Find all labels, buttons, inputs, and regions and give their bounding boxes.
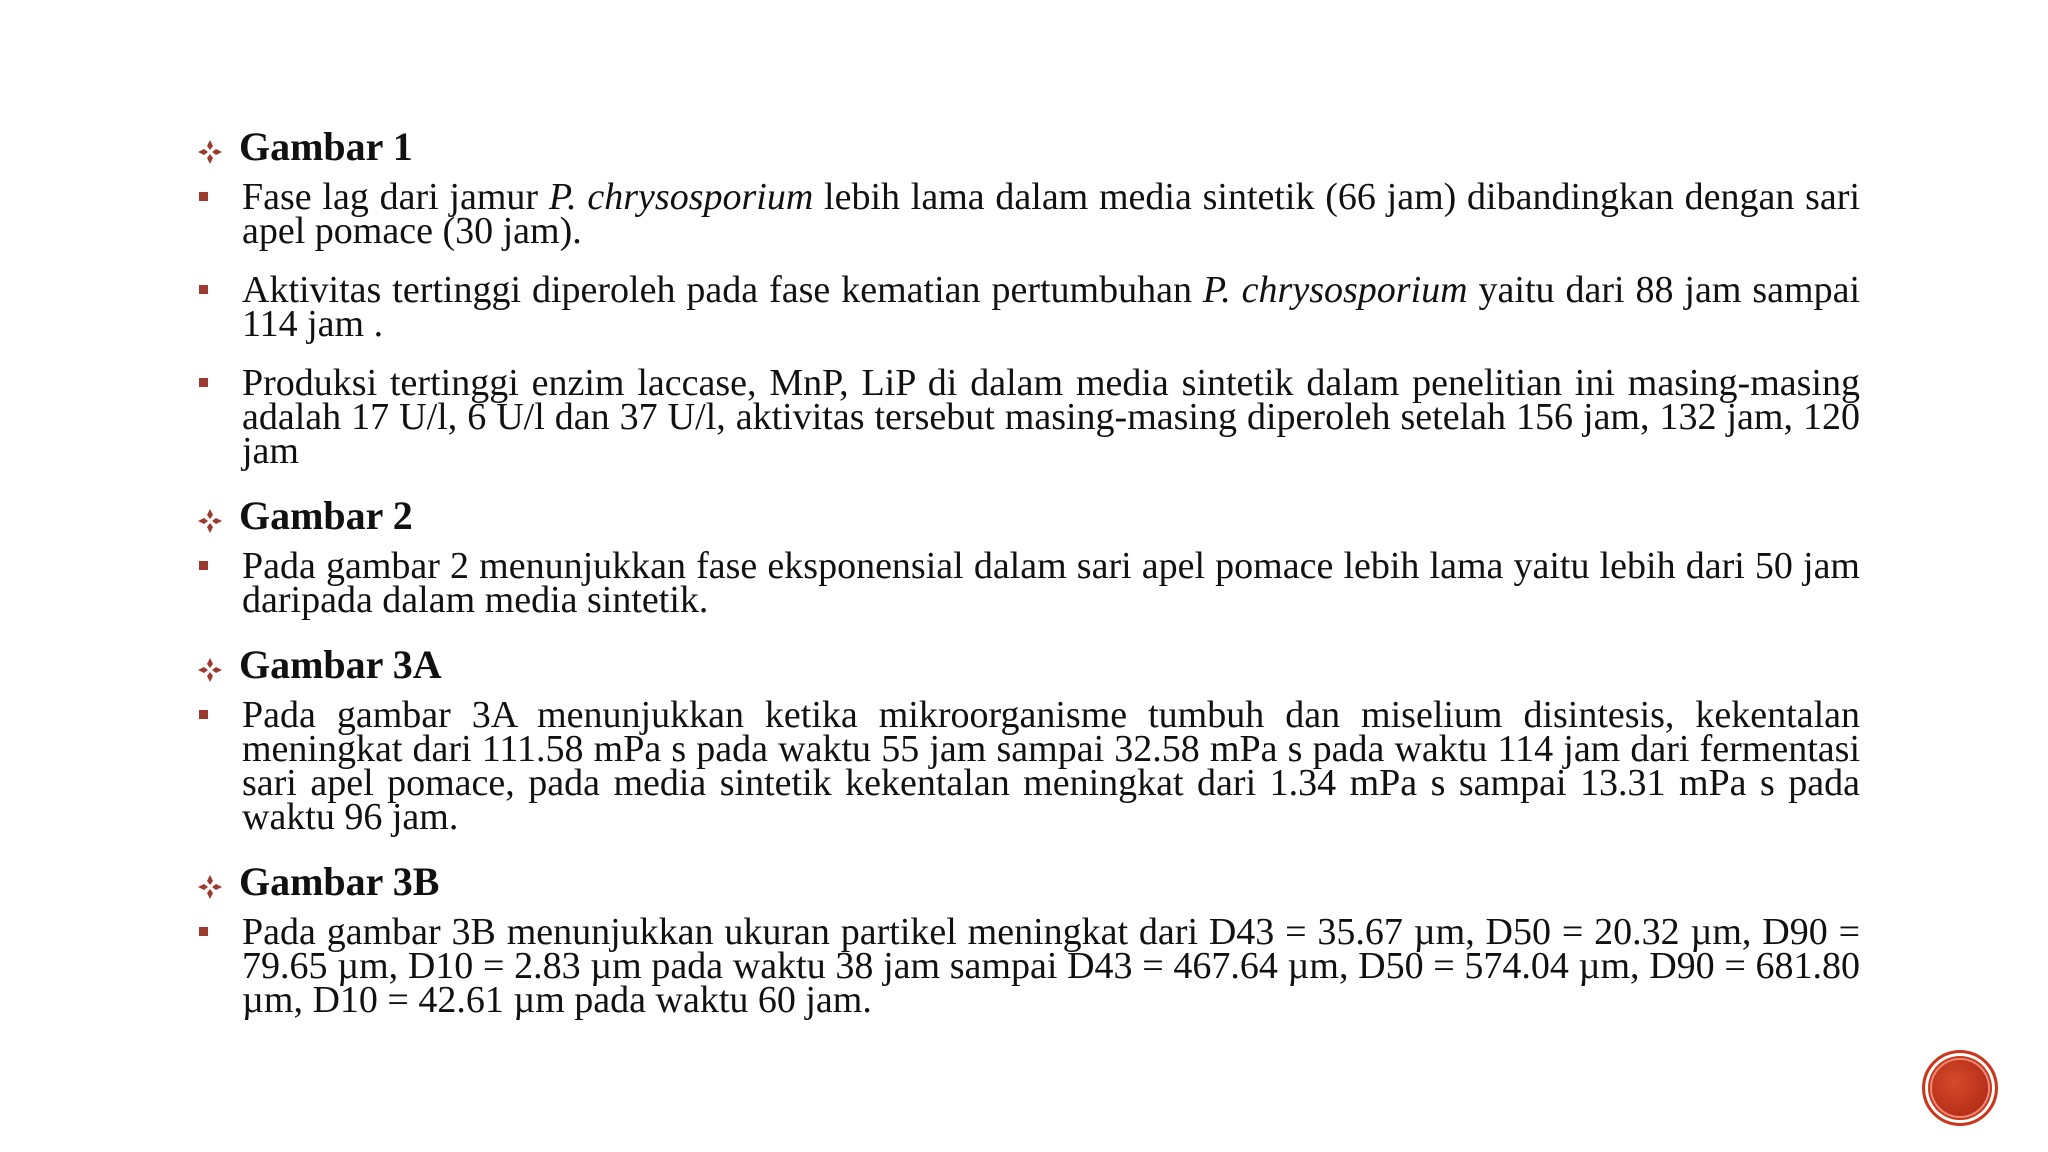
bullet-text: Pada gambar 3A menunjukkan ketika mikroorganisme tumbuh dan miselium disintesis, kekentalan meningkat dari 111.58 mPa s pada waktu 55 jam sampai 32.58 mPa s pada waktu 114 jam dari fermentasi sari apel pomace, pada media sintetik kekentalan meningkat dari 1.34 mPa s sampai 13.31 mPa s pada waktu 96 jam. xyxy=(242,694,1860,838)
bullet-item xyxy=(196,269,1861,345)
bullet-item xyxy=(196,694,1860,838)
diamond-bullet-icon xyxy=(196,656,224,684)
bullet-text: Fase lag dari jamur xyxy=(242,176,549,218)
heading-gambar-3a xyxy=(196,642,1860,688)
bullet-text: Produksi tertinggi enzim laccase, MnP, LiP di dalam media sintetik dalam penelitian ini masing-masing adalah 17 U/l, 6 U/l dan 37 U/l, aktivitas tersebut masing-masing diperoleh setelah 156 jam, 132 jam, 120 jam xyxy=(242,362,1860,472)
diamond-bullet-icon xyxy=(196,507,224,535)
diamond-bullet-icon xyxy=(196,138,224,166)
bullet-item xyxy=(196,911,1860,1021)
square-bullet-icon xyxy=(199,285,208,294)
heading-gambar-1 xyxy=(196,124,1860,170)
bullet-text: Aktivitas tertinggi diperoleh pada fase kematian pertumbuhan xyxy=(242,269,1203,311)
square-bullet-icon xyxy=(199,927,208,936)
heading-text: Gambar 3A xyxy=(239,642,442,687)
slide-nav-button[interactable] xyxy=(1922,1050,1998,1126)
bullet-item xyxy=(196,545,1860,621)
diamond-bullet-icon xyxy=(196,873,224,901)
slide-content xyxy=(196,124,1860,1042)
heading-text: Gambar 1 xyxy=(239,124,413,169)
heading-text: Gambar 2 xyxy=(239,493,413,538)
heading-text: Gambar 3B xyxy=(239,859,440,904)
square-bullet-icon xyxy=(199,561,208,570)
heading-gambar-2 xyxy=(196,493,1860,539)
nav-button-ring-icon xyxy=(1930,1058,1990,1118)
bullet-text: lebih lama dalam media sintetik (66 jam) dibandingkan dengan sari apel pomace (30 jam). xyxy=(242,176,1861,252)
bullet-item xyxy=(196,362,1860,472)
square-bullet-icon xyxy=(199,192,208,201)
bullet-text: Pada gambar 2 menunjukkan fase eksponensial dalam sari apel pomace lebih lama yaitu lebih dari 50 jam daripada dalam media sintetik. xyxy=(242,545,1860,621)
species-name: P. chrysosporium xyxy=(1202,269,1468,311)
bullet-item xyxy=(196,176,1861,252)
bullet-text: Pada gambar 3B menunjukkan ukuran partikel meningkat dari D43 = 35.67 µm, D50 = 20.32 µm, D90 = 79.65 µm, D10 = 2.83 µm pada waktu 38 jam sampai D43 = 467.64 µm, D50 = 574.04 µm, D90 = 681.80 µm, D10 = 42.61 µm pada waktu 60 jam. xyxy=(242,911,1860,1021)
bullet-text: yaitu dari 88 jam sampai 114 jam . xyxy=(242,269,1861,345)
square-bullet-icon xyxy=(199,378,208,387)
species-name: P. chrysosporium xyxy=(548,176,814,218)
heading-gambar-3b xyxy=(196,859,1860,905)
square-bullet-icon xyxy=(199,710,208,719)
